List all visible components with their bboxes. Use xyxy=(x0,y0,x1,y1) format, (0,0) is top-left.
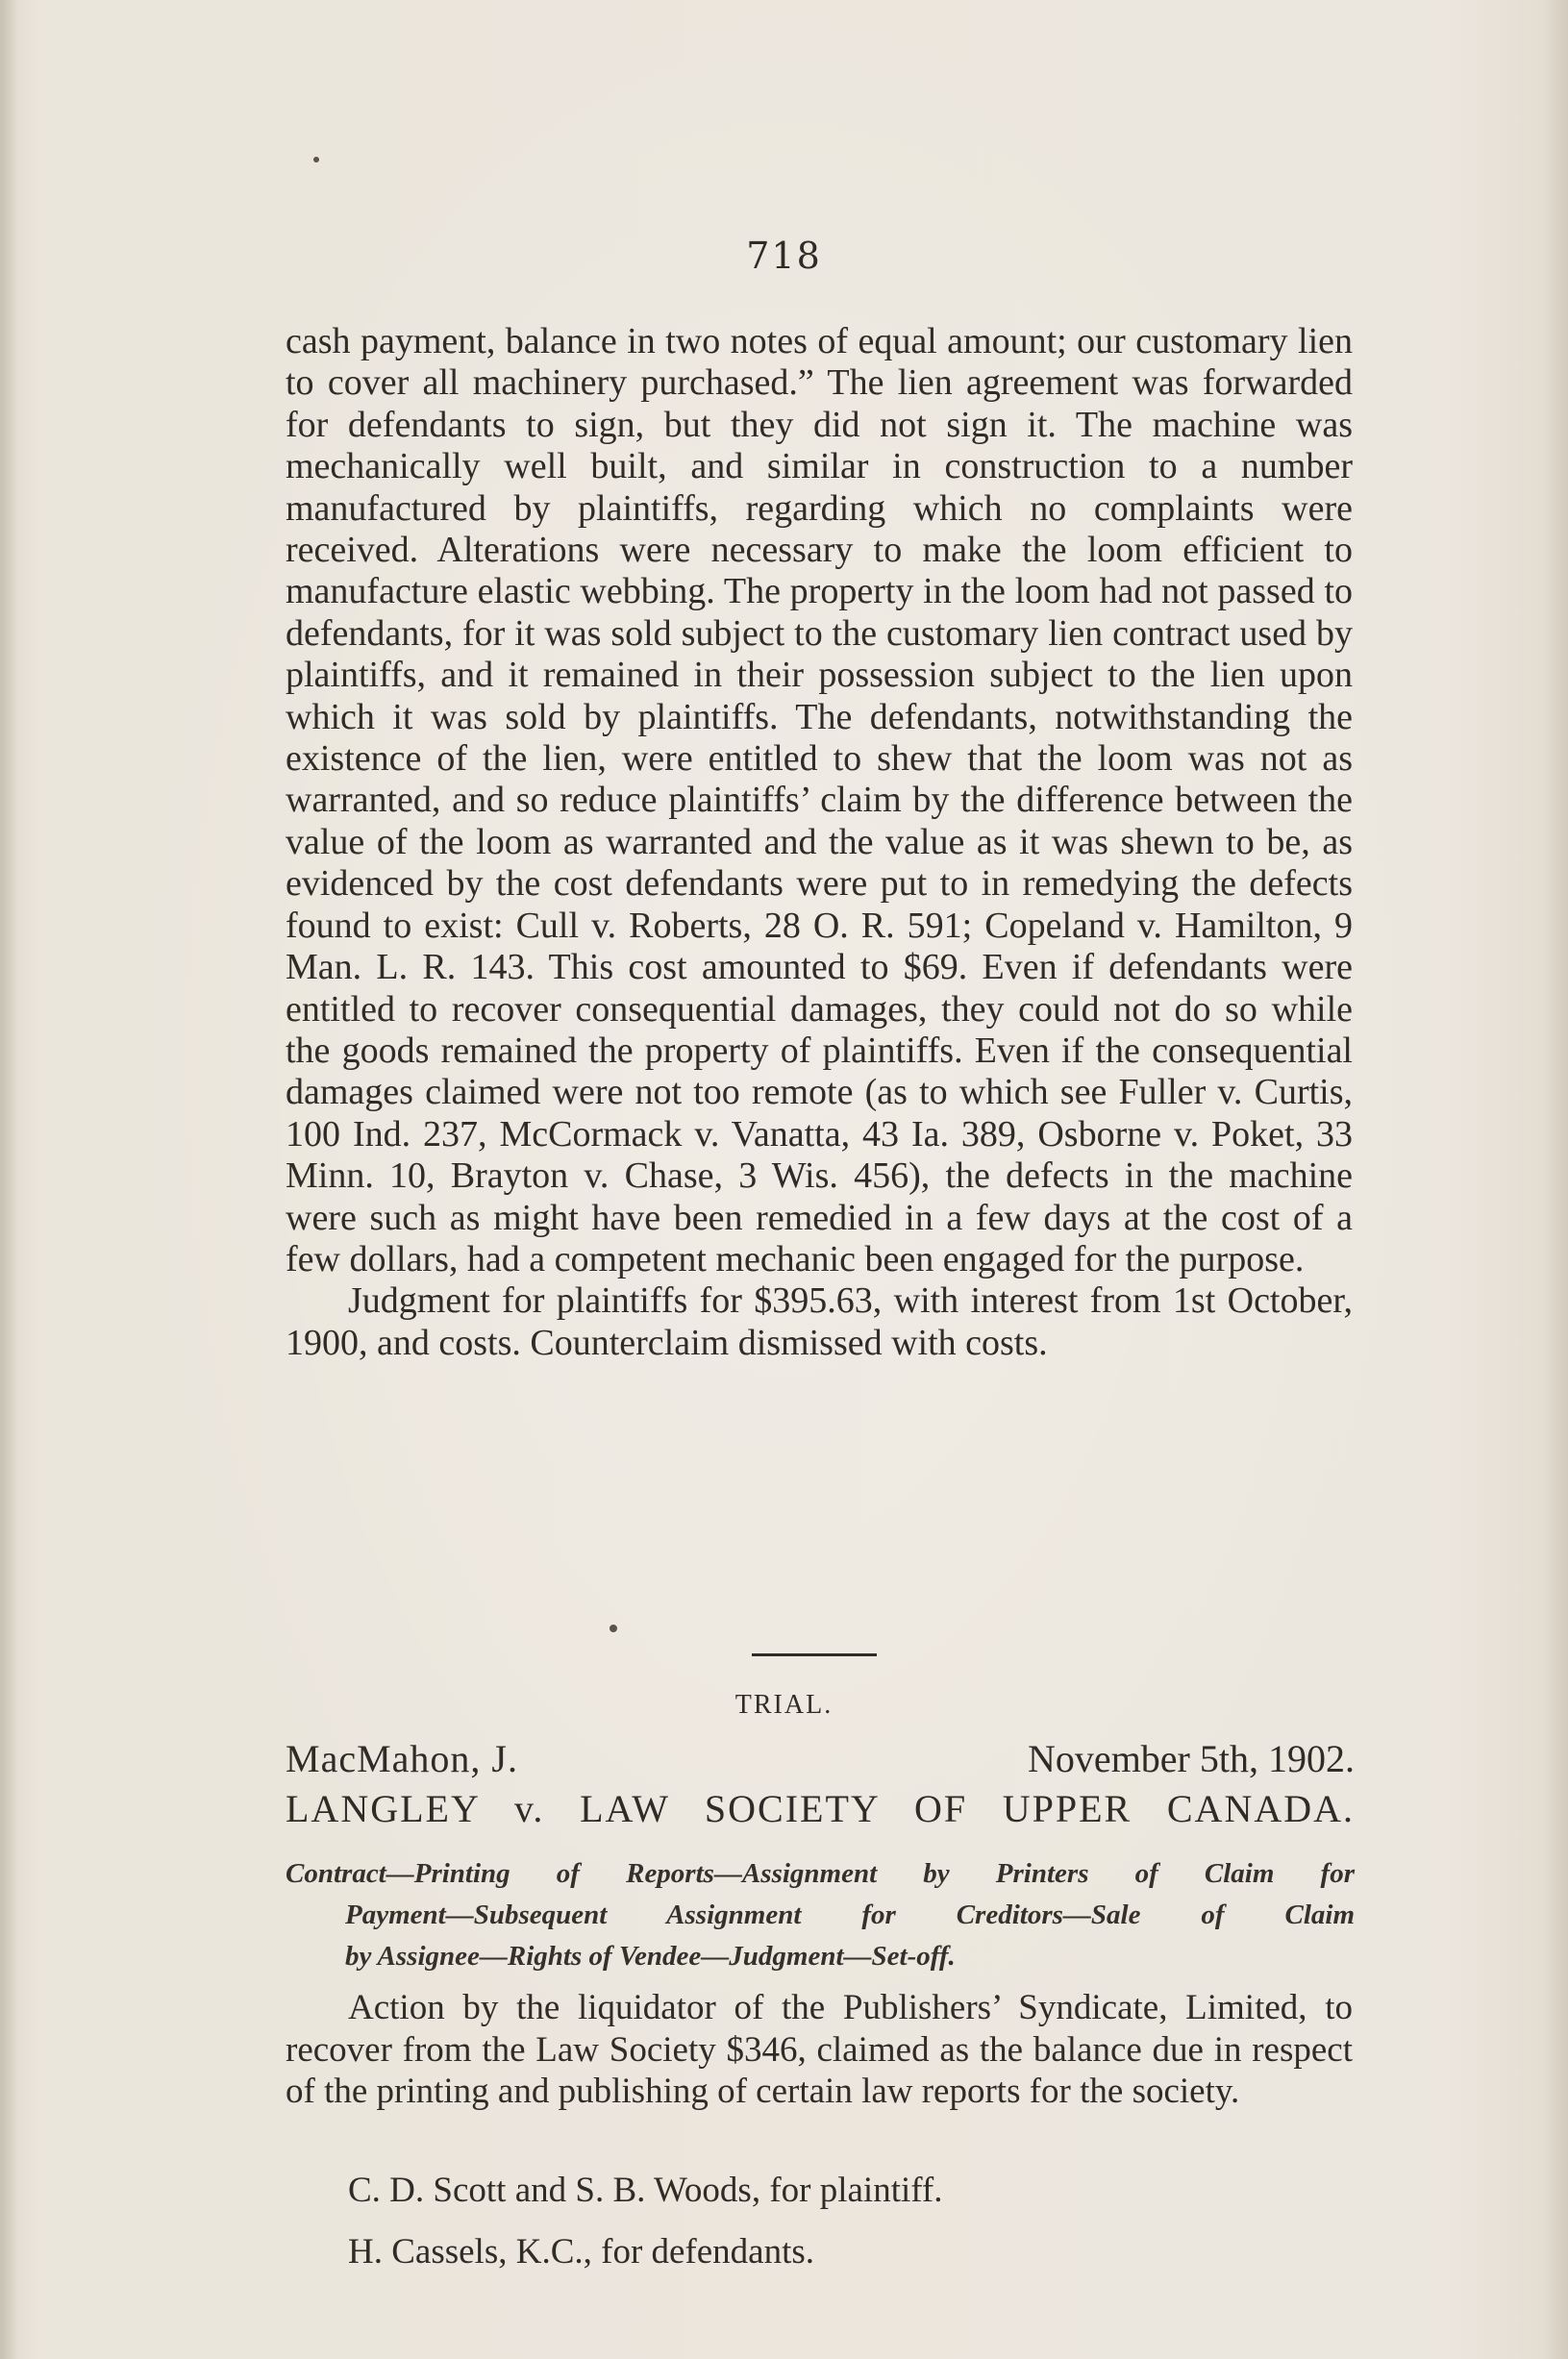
action-paragraph: Action by the liquidator of the Publishers’ Syndicate, Limited, to recover from the Law Society $346, claimed as the balance due in respect of the printing and publishing of certain law reports for the society. xyxy=(286,1988,1353,2111)
counsel-defendants: H. Cassels, K.C., for defendants. xyxy=(348,2232,815,2272)
judge-name: MacMahon, J. xyxy=(286,1737,518,1780)
trial-heading: TRIAL. xyxy=(734,1690,834,1720)
headnote-line: Payment—Subsequent Assignment for Creditors—Sale of Claim xyxy=(345,1900,1355,1930)
headnote xyxy=(286,1853,1355,1977)
page-number: 718 xyxy=(746,235,822,277)
page-shadow-left xyxy=(0,0,17,2359)
ink-speck xyxy=(313,157,319,162)
ink-speck xyxy=(610,1625,617,1632)
headnote-line: Contract—Printing of Reports—Assignment by Printers of Claim for xyxy=(286,1858,1355,1889)
body-paragraph: cash payment, balance in two notes of equal amount; our customary lien to cover all machinery purchased.” The lien agreement was forwarded for defendants to sign, but they did not sign it. The machine was mechanically well built, and similar in construction to a number manufactured by plaintiffs, regarding which no complaints were received. Alterations were necessary to make the loom efficient to manufacture elastic webbing. The property in the loom had not passed to defendants, for it was sold subject to the customary lien contract used by plaintiffs, and it remained in their possession subject to the lien upon which it was sold by plaintiffs. The defendants, notwithstanding the existence of the lien, were entitled to shew that the loom was not as warranted, and so reduce plaintiffs’ claim by the difference between the value of the loom as warranted and the value as it was shewn to be, as evidenced by the cost defendants were put to in remedying the defects found to exist: Cull v. Roberts, 28 O. R. 591; Copeland v. Hamilton, 9 Man. L. R. 143. This cost amounted to $69. Even if defendants were entitled to recover consequential damages, they could not do so while the goods remained the property of plaintiffs. Even if the consequential damages claimed were not too remote (as to which see Fuller v. Curtis, 100 Ind. 237, McCormack v. Vanatta, 43 Ia. 389, Osborne v. Poket, 33 Minn. 10, Brayton v. Chase, 3 Wis. 456), the defects in the machine were such as might have been remedied in a few days at the cost of a few dollars, had a competent mechanic been engaged for the purpose. xyxy=(286,321,1353,1279)
page-shadow-right xyxy=(1543,0,1568,2359)
section-divider xyxy=(752,1653,877,1656)
decision-date: November 5th, 1902. xyxy=(1028,1737,1355,1780)
body-text xyxy=(286,321,1353,1364)
judge-date-line xyxy=(286,1736,1355,1781)
judgment-paragraph: Judgment for plaintiffs for $395.63, with interest from 1st October, 1900, and costs. Counterclaim dismissed with costs. xyxy=(286,1280,1353,1363)
headnote-line: by Assignee—Rights of Vendee—Judgment—Set-off. xyxy=(345,1941,956,1972)
counsel-plaintiff: C. D. Scott and S. B. Woods, for plaintiff. xyxy=(348,2171,943,2210)
case-title: LANGLEY v. LAW SOCIETY OF UPPER CANADA. xyxy=(286,1787,1355,1830)
